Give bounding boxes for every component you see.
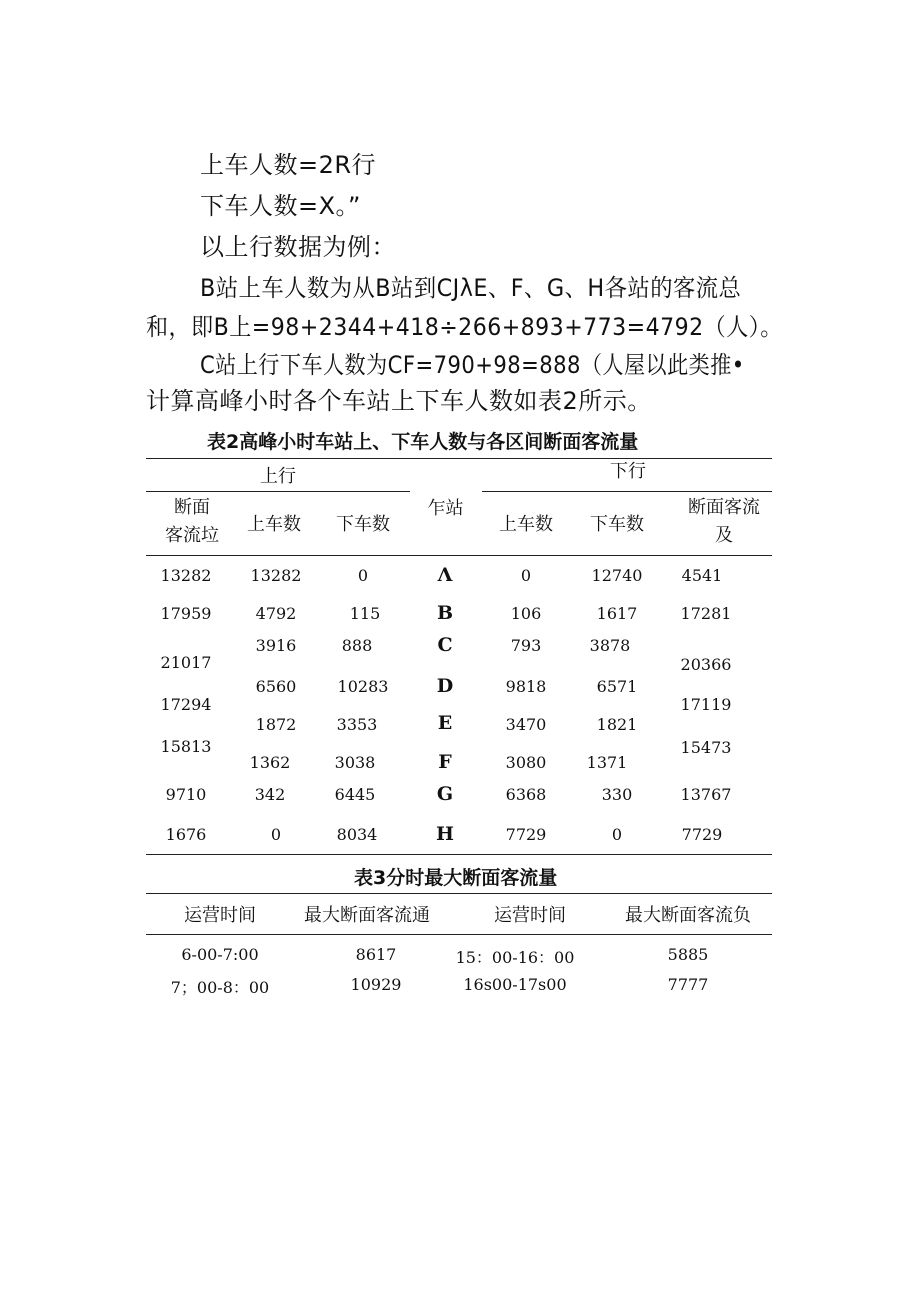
down-board-cell: 3080 — [505, 753, 547, 772]
down-board-cell: 106 — [510, 604, 542, 623]
station-cell: Λ — [437, 564, 453, 586]
up-alight-cell: 3038 — [334, 753, 376, 772]
station-cell: H — [436, 823, 454, 845]
down-section-cell: 17119 — [680, 695, 732, 714]
table3-cell: 7；00-8：00 — [170, 978, 270, 997]
table2-up-rule — [146, 491, 410, 492]
table3-cell: 5885 — [667, 945, 709, 964]
table3-cell: 16s00-17s00 — [463, 975, 567, 994]
example-intro: 以上行数据为例： — [200, 233, 396, 261]
down-section-cell: 4541 — [681, 566, 723, 585]
down-board-cell: 3470 — [505, 715, 547, 734]
up-alight-cell: 0 — [357, 566, 369, 585]
table3-caption: 表3分时最大断面客流量 — [354, 867, 558, 889]
down-board-cell: 0 — [520, 566, 532, 585]
header-station: 乍站 — [427, 498, 464, 519]
up-board-cell: 3916 — [255, 636, 297, 655]
table2-group-up: 上行 — [260, 466, 296, 487]
station-cell: E — [437, 712, 453, 734]
formula-boarding: 上车人数=2R行 — [200, 151, 377, 179]
down-alight-cell: 1371 — [586, 753, 628, 772]
down-alight-cell: 3878 — [589, 636, 631, 655]
paragraph-b-station-line2: 和，即B上=98+2344+418÷266+893+773=4792（人）。 — [146, 313, 783, 341]
up-board-cell: 13282 — [250, 566, 302, 585]
down-section-cell: 13767 — [680, 785, 732, 804]
header-section-up — [146, 494, 238, 550]
up-alight-cell: 888 — [341, 636, 373, 655]
table3-cell: 6-00-7:00 — [181, 945, 259, 964]
down-board-cell: 9818 — [505, 677, 547, 696]
table3-top-rule — [146, 893, 772, 894]
up-section-cell: 17294 — [160, 695, 212, 714]
down-alight-cell: 6571 — [596, 677, 638, 696]
table3-cell: 7777 — [667, 975, 709, 994]
table2-group-down: 下行 — [610, 461, 646, 482]
down-alight-cell: 0 — [611, 825, 623, 844]
down-board-cell: 793 — [510, 636, 542, 655]
up-alight-cell: 10283 — [337, 677, 389, 696]
up-alight-cell: 3353 — [336, 715, 378, 734]
formula-alighting: 下车人数=X。” — [200, 192, 361, 220]
up-alight-cell: 8034 — [336, 825, 378, 844]
station-cell: F — [438, 751, 452, 773]
down-section-cell: 17281 — [680, 604, 732, 623]
up-alight-cell: 115 — [349, 604, 381, 623]
down-board-cell: 7729 — [505, 825, 547, 844]
up-board-cell: 1362 — [249, 753, 291, 772]
up-section-cell: 13282 — [160, 566, 212, 585]
down-alight-cell: 330 — [601, 785, 633, 804]
header-down-alight: 下车数 — [590, 514, 644, 535]
up-section-cell: 9710 — [165, 785, 207, 804]
table3-header-rule — [146, 934, 772, 935]
header-section-down-line2: 及 — [715, 525, 733, 546]
header-section-up-line2: 客流垃 — [165, 525, 219, 546]
header-section-up-line1: 断面 — [174, 497, 210, 518]
up-board-cell: 1872 — [255, 715, 297, 734]
up-board-cell: 0 — [270, 825, 282, 844]
table2-header-rule — [146, 555, 772, 556]
up-board-cell: 4792 — [255, 604, 297, 623]
table3-cell: 10929 — [350, 975, 402, 994]
station-cell: B — [436, 602, 454, 624]
table3-header-time-2: 运营时间 — [494, 905, 566, 926]
table3-header-time-1: 运营时间 — [184, 905, 256, 926]
header-down-board: 上车数 — [499, 514, 553, 535]
table3-header-flow-1: 最大断面客流通 — [304, 905, 430, 926]
up-board-cell: 6560 — [255, 677, 297, 696]
paragraph-b-station-line1: B站上车人数为从B站到CJλE、F、G、H各站的客流总 — [200, 274, 742, 302]
header-section-down — [674, 494, 774, 550]
station-cell: G — [436, 783, 454, 805]
table2-down-rule — [482, 491, 772, 492]
table2-caption: 表2高峰小时车站上、下车人数与各区间断面客流量 — [207, 431, 639, 453]
down-board-cell: 6368 — [505, 785, 547, 804]
up-board-cell: 342 — [254, 785, 286, 804]
table2-top-rule — [146, 458, 772, 459]
down-alight-cell: 12740 — [591, 566, 643, 585]
up-alight-cell: 6445 — [334, 785, 376, 804]
down-section-cell: 7729 — [681, 825, 723, 844]
up-section-cell: 15813 — [160, 737, 212, 756]
table2-bottom-rule — [146, 854, 772, 855]
paragraph-c-station-line1: C站上行下车人数为CF=790+98=888（人屋以此类推• — [200, 351, 745, 379]
down-alight-cell: 1821 — [596, 715, 638, 734]
paragraph-c-station-line2: 计算高峰小时各个车站上下车人数如表2所示。 — [146, 387, 652, 415]
down-alight-cell: 1617 — [596, 604, 638, 623]
table3-cell: 8617 — [355, 945, 397, 964]
table3-header-flow-2: 最大断面客流负 — [625, 905, 751, 926]
up-section-cell: 21017 — [160, 653, 212, 672]
up-section-cell: 1676 — [165, 825, 207, 844]
down-section-cell: 15473 — [680, 738, 732, 757]
station-cell: D — [436, 675, 454, 697]
table3-cell: 15：00-16：00 — [455, 948, 575, 967]
header-section-down-line1: 断面客流 — [688, 497, 760, 518]
header-up-board: 上车数 — [247, 514, 301, 535]
header-up-alight: 下车数 — [336, 514, 390, 535]
up-section-cell: 17959 — [160, 604, 212, 623]
station-cell: C — [437, 634, 453, 656]
down-section-cell: 20366 — [680, 655, 732, 674]
